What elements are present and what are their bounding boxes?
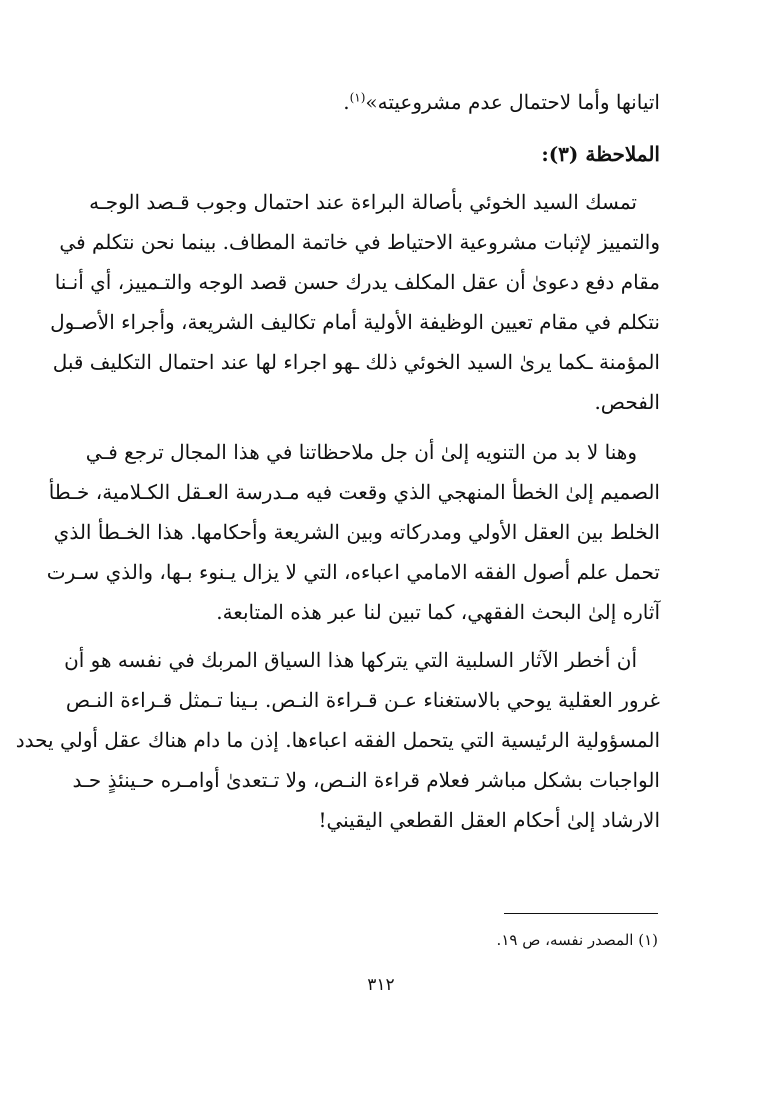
intro-line-end: . [343,90,350,114]
paragraph-1-line-6: الفحص. [594,390,660,414]
paragraph-3-line-2: غرور العقلية يوحي بالاستغناء عـن قـراءة النـص. بـينا تـمثل قـراءة النـص [65,688,660,712]
paragraph-1-line-5: المؤمنة ـكما يرىٰ السيد الخوئي ذلك ـهو اجراء لها عند احتمال التكليف قبل [52,350,660,374]
paragraph-1-line-3: مقام دفع دعوىٰ أن عقل المكلف يدرك حسن قصد الوجه والتـمييز، أي أنـنا [54,270,660,294]
page-number: ٣١٢ [367,975,395,995]
section-heading: الملاحظة (٣): [541,142,660,166]
paragraph-2-line-2: الصميم إلىٰ الخطأ المنهجي الذي وقعت فيه مـدرسة العـقل الكـلامية، خـطأ [48,480,660,504]
intro-line-text: اتيانها وأما لاحتمال عدم مشروعيته» [365,90,660,114]
intro-line [104,82,660,122]
paragraph-1-line-2: والتمييز لإثبات مشروعية الاحتياط في خاتمة المطاف. بينما نحن نتكلم في [59,230,660,254]
paragraph-3-line-5: الارشاد إلىٰ أحكام العقل القطعي اليقيني! [318,808,660,832]
paragraph-1-line-1: تمسك السيد الخوئي بأصالة البراءة عند احتمال وجوب قـصد الوجـه [89,190,637,214]
footnote-separator [504,913,658,914]
footnote: (١) المصدر نفسه، ص ١٩. [496,931,658,949]
paragraph-1-line-4: نتكلم في مقام تعيين الوظيفة الأولية أمام تكاليف الشريعة، وأجراء الأصـول [50,310,660,334]
paragraph-2-line-3: الخلط بين العقل الأولي ومدركاته وبين الشريعة وأحكامها. هذا الخـطأ الذي [53,520,660,544]
paragraph-2-line-4: تحمل علم أصول الفقه الامامي اعباءه، التي لا يزال يـنوء بـها، والذي سـرت [46,560,660,584]
paragraph-2-line-5: آثاره إلىٰ البحث الفقهي، كما تبين لنا عبر هذه المتابعة. [216,600,660,624]
paragraph-3-line-4: الواجبات بشكل مباشر فعلام قراءة النـص، ولا تـتعدىٰ أوامـره حـينئذٍ حـد [72,768,660,792]
paragraph-2-line-1: وهنا لا بد من التنويه إلىٰ أن جل ملاحظاتنا في هذا المجال ترجع فـي [85,440,637,464]
paragraph-3-line-1: أن أخطر الآثار السلبية التي يتركها هذا السياق المربك في نفسه هو أن [64,648,637,672]
footnote-reference: (١) [349,90,366,105]
paragraph-3-line-3: المسؤولية الرئيسية التي يتحمل الفقه اعباءها. إذن ما دام هناك عقل أولي يحدد [15,728,660,752]
